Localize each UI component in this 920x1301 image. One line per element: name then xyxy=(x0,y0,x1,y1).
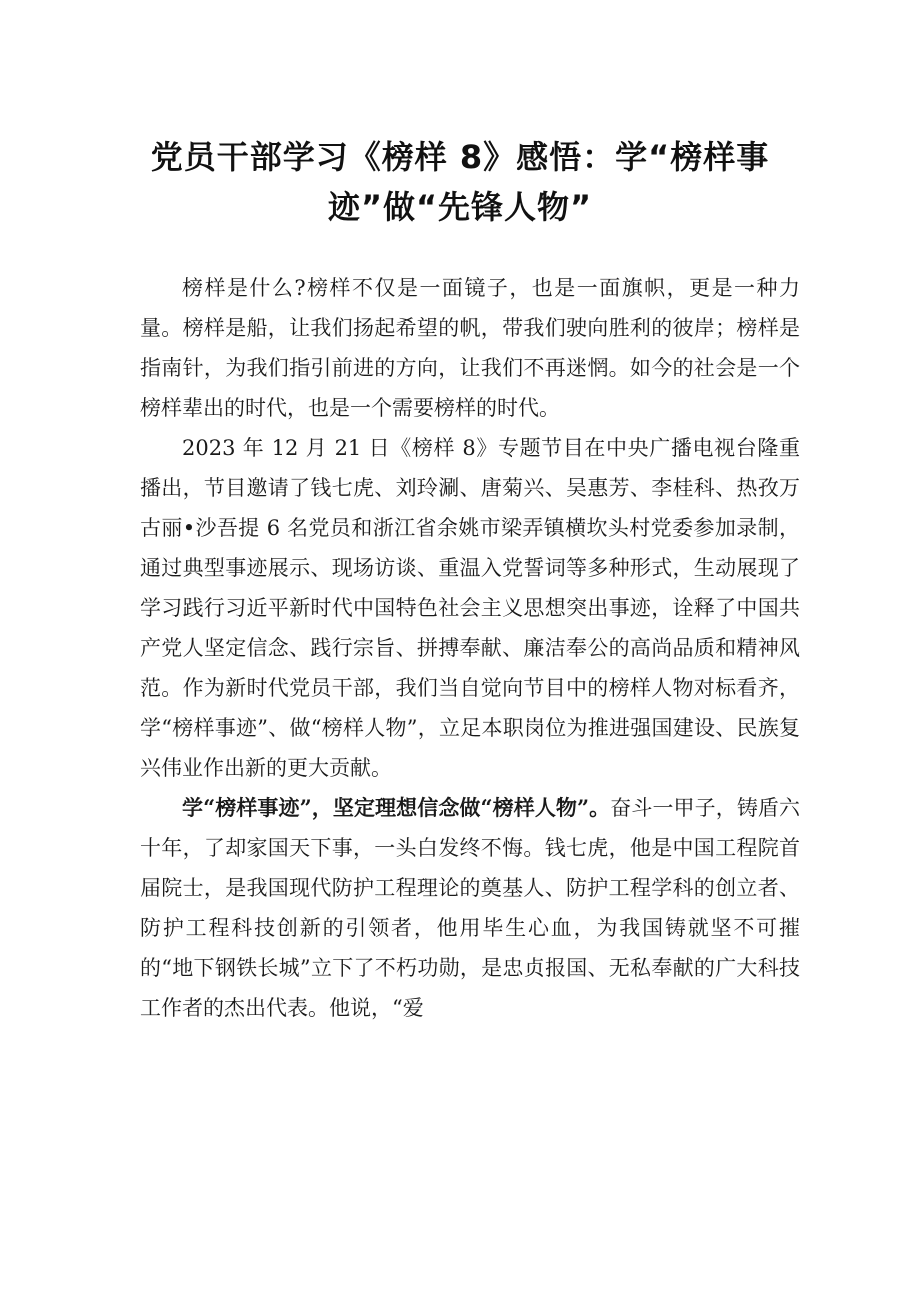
title-line-1: 党员干部学习《榜样 8》感悟：学“榜样事 xyxy=(150,138,770,176)
title-line-2: 迹”做“先锋人物” xyxy=(327,188,593,226)
paragraph-text: 2023 年 12 月 21 日《榜样 8》专题节目在中央广播电视台隆重播出，节目邀请了钱七虎、刘玲涮、唐菊兴、吴惠芳、李桂科、热孜万古丽•沙吾提 6 名党员和浙江省余姚市梁弄镇横坎头村党委参加录制，通过典型事迹展示、现场访谈、重温入党誓词等多种形式，生动展现了学习践行习近平新时代中国特色社会主义思想突出事迹，诠释了中国共产党人坚定信念、践行宗旨、拼搏奉献、廉洁奉公的高尚品质和精神风范。作为新时代党员干部，我们当自觉向节目中的榜样人物对标看齐，学“榜样事迹”、做“榜样人物”，立足本职岗位为推进强国建设、民族复兴伟业作出新的更大贡献。 xyxy=(140,436,800,780)
body-text xyxy=(140,268,800,1028)
paragraph-section-one xyxy=(140,788,800,1028)
paragraph-intro xyxy=(140,268,800,428)
paragraph-text: 奋斗一甲子，铸盾六十年，了却家国天下事，一头白发终不悔。钱七虎，他是中国工程院首届院士，是我国现代防护工程理论的奠基人、防护工程学科的创立者、防护工程科技创新的引领者，他用毕生心血，为我国铸就坚不可摧的“地下钢铁长城”立下了不朽功勋，是忠贞报国、无私奉献的广大科技工作者的杰出代表。他说，“爱 xyxy=(140,796,800,1020)
paragraph-program xyxy=(140,428,800,788)
paragraph-text: 榜样是什么?榜样不仅是一面镜子，也是一面旗帜，更是一种力量。榜样是船，让我们扬起希望的帆，带我们驶向胜利的彼岸；榜样是指南针，为我们指引前进的方向，让我们不再迷惘。如今的社会是一个榜样辈出的时代，也是一个需要榜样的时代。 xyxy=(140,276,800,420)
paragraph-lead: 学“榜样事迹”，坚定理想信念做“榜样人物”。 xyxy=(182,795,611,820)
